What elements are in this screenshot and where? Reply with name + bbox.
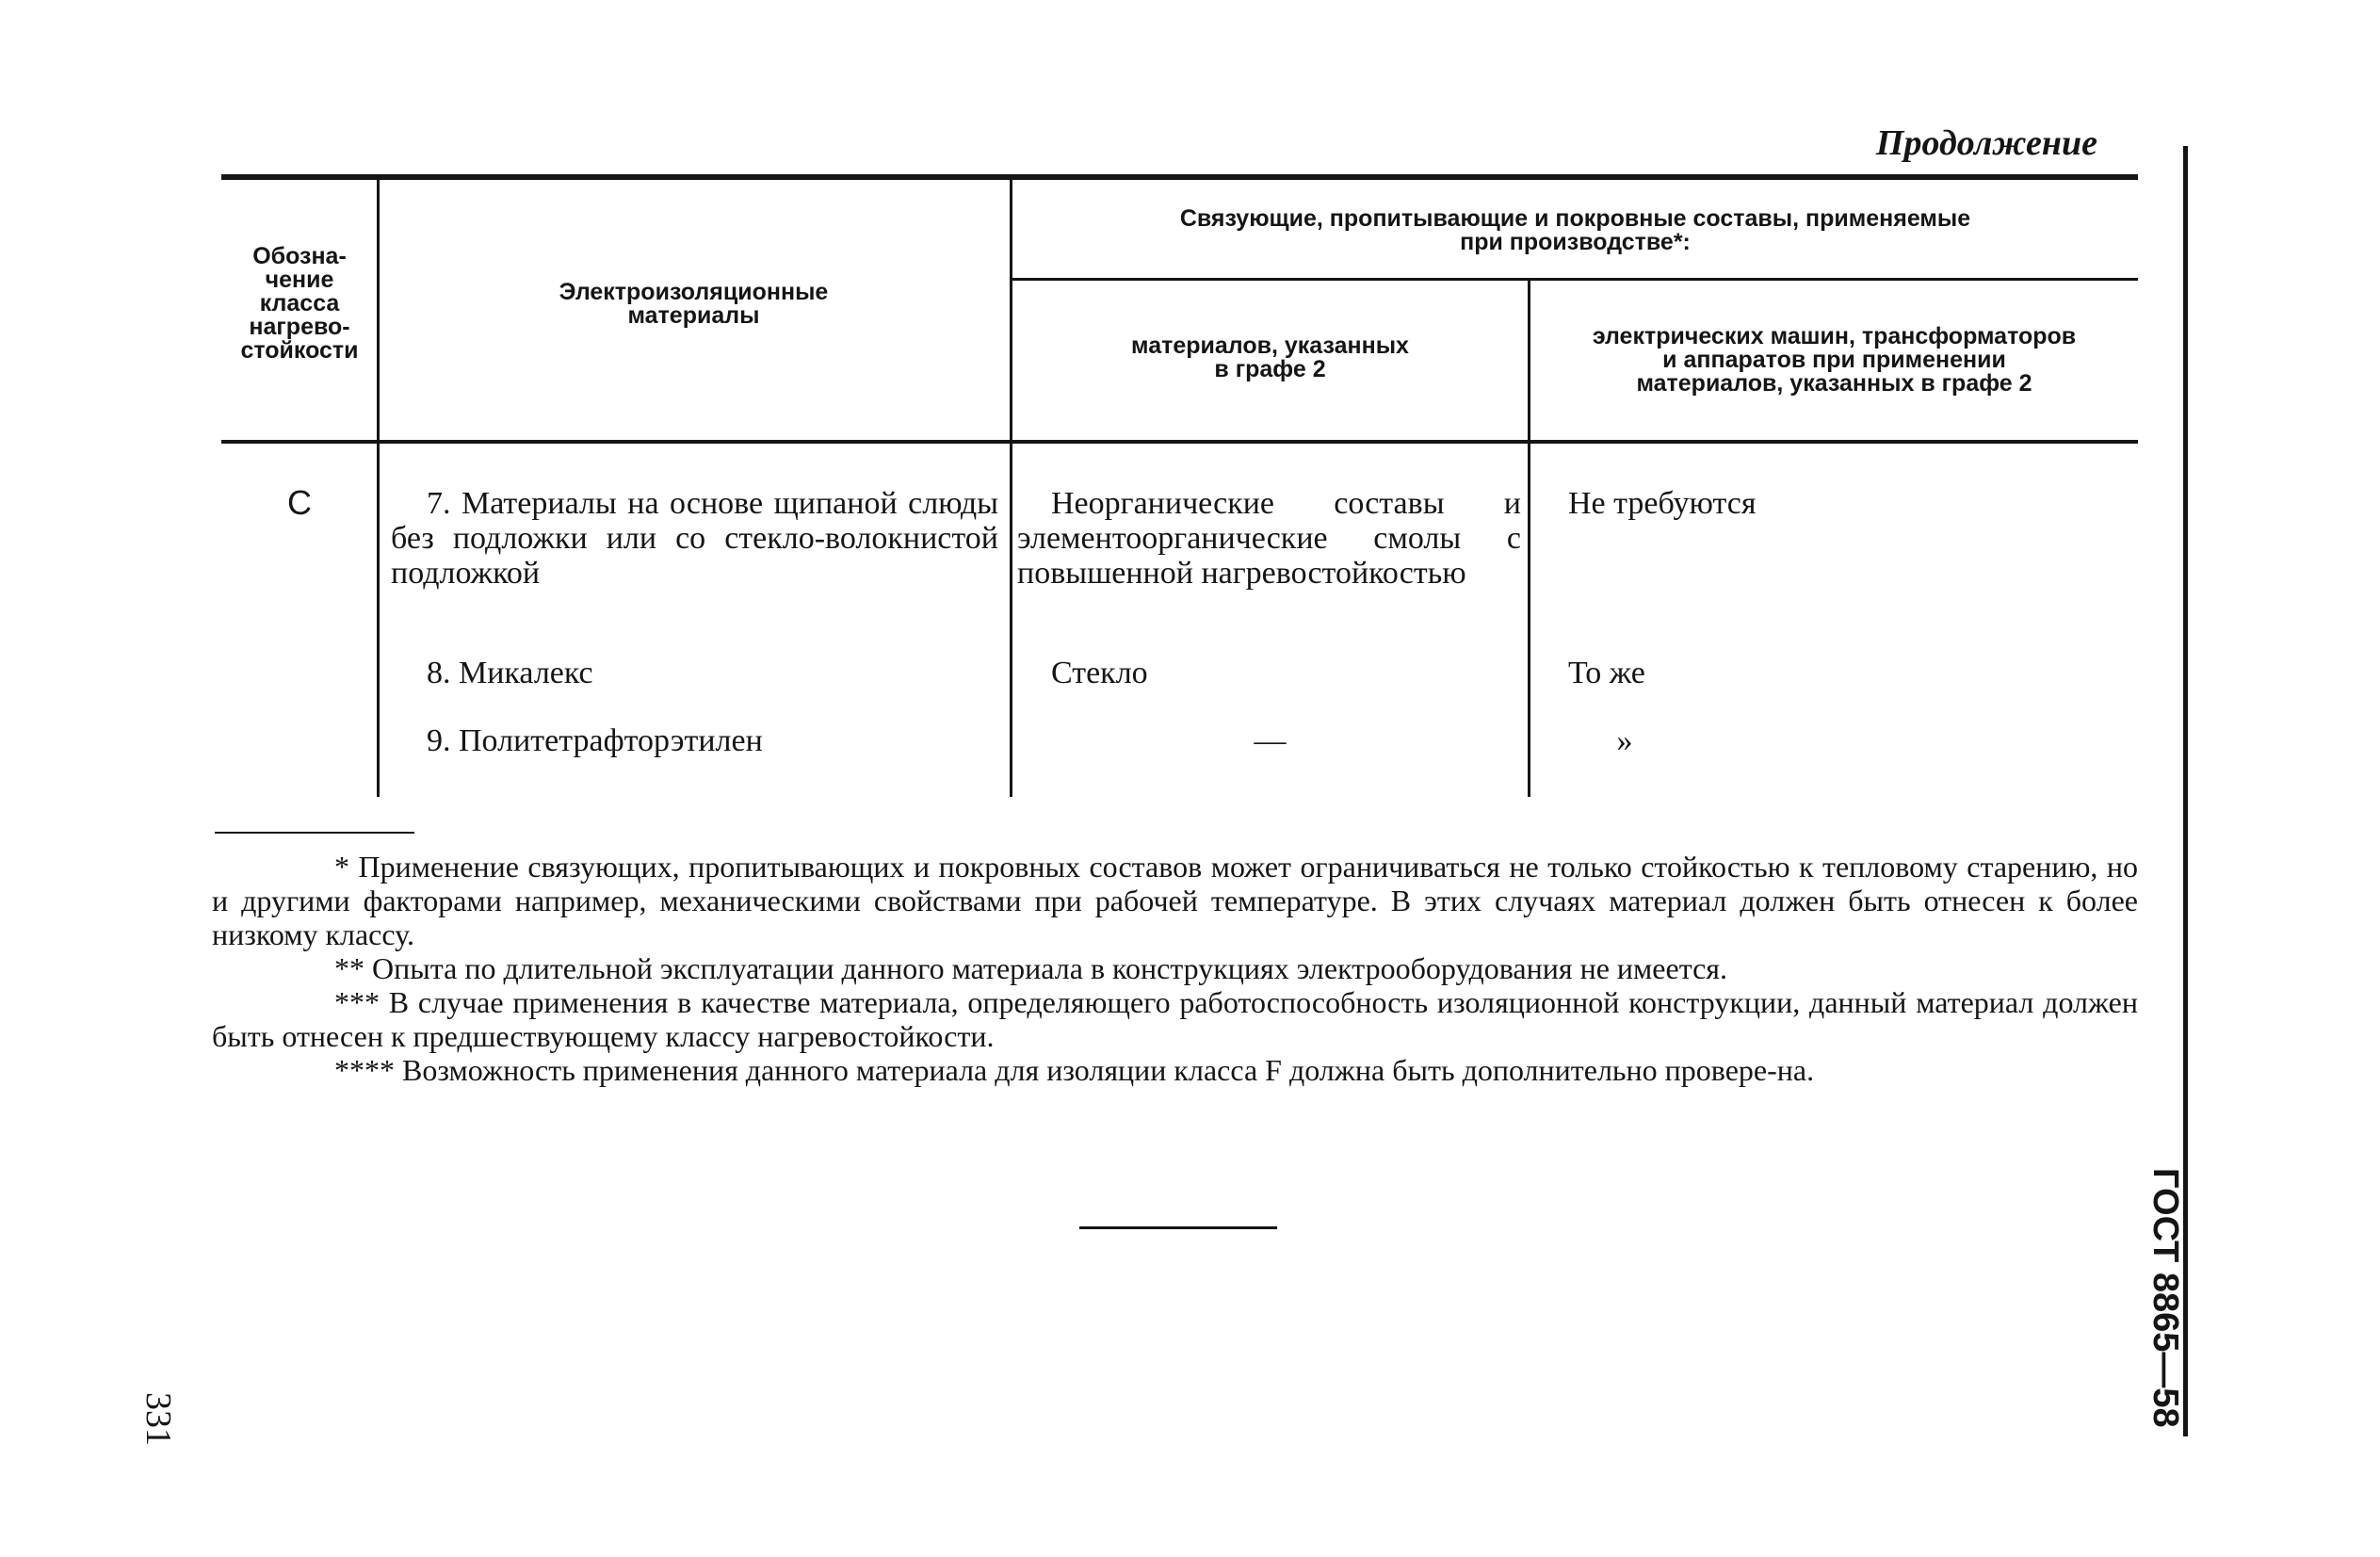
continuation-label: Продолжение — [1875, 123, 2097, 163]
class-value: С — [287, 483, 312, 522]
table-top-rule — [221, 174, 2138, 180]
standard-label: ГОСТ 8865—58 — [2145, 1168, 2185, 1428]
footnote-separator — [215, 832, 414, 834]
footnote-4: **** Возможность применения данного материала для изоляции класса F должна быть дополнительно провере-на. — [334, 1053, 1815, 1087]
footnote-3: *** В случае применения в качестве материала, определяющего работоспособность изоляционной конструкции, данный материал должен быть отнесен к предшествующему классу нагревостойкости. — [212, 985, 2138, 1053]
footnote-1: * Применение связующих, пропитывающих и покровных составов может ограничиваться не только стойкостью к тепловому старению, но и другими факторами например, механическими свойствами при рабочей температуре. В этих случаях материал должен быть отнесен к более низкому классу. — [212, 850, 2138, 951]
header-class: Обозна- чение класса нагрево- стойкости — [240, 243, 359, 364]
row-8-binders: Стекло — [1051, 656, 1148, 690]
header-binders-materials: материалов, указанных в графе 2 — [1131, 332, 1409, 382]
header-sub-rule — [1012, 278, 2138, 281]
row-7-material: 7. Материалы на основе щипаной слюды без подложки или со стекло-волокнистой подложкой — [391, 486, 998, 591]
footnote-2: ** Опыта по длительной эксплуатации данного материала в конструкциях электрооборудования не имеется. — [334, 951, 1727, 985]
row-8-material: 8. Микалекс — [427, 656, 593, 690]
row-9-machines: » — [1616, 723, 1633, 758]
row-9-binders: — — [1254, 723, 1287, 758]
row-7-machines: Не требуются — [1568, 486, 1757, 521]
row-9-material: 9. Политетрафторэтилен — [427, 723, 763, 758]
header-binders: Связующие, пропитывающие и покровные составы, применяемые при производстве*: — [1179, 205, 1971, 255]
row-7-binders: Неорганические составы и элементоорганические смолы с повышенной нагревостойкостью — [1017, 486, 1521, 591]
end-rule — [1079, 1226, 1277, 1229]
header-materials: Электроизоляционные материалы — [559, 279, 829, 329]
header-bottom-rule — [221, 440, 2138, 444]
footnotes — [212, 850, 2138, 1087]
row-8-machines: То же — [1568, 656, 1645, 690]
page-number: 331 — [138, 1392, 178, 1446]
col-divider-1-body — [377, 444, 380, 797]
header-binders-machines: электрических машин, трансформаторов и аппаратов при применении материалов, указанных в графе 2 — [1592, 323, 2077, 397]
